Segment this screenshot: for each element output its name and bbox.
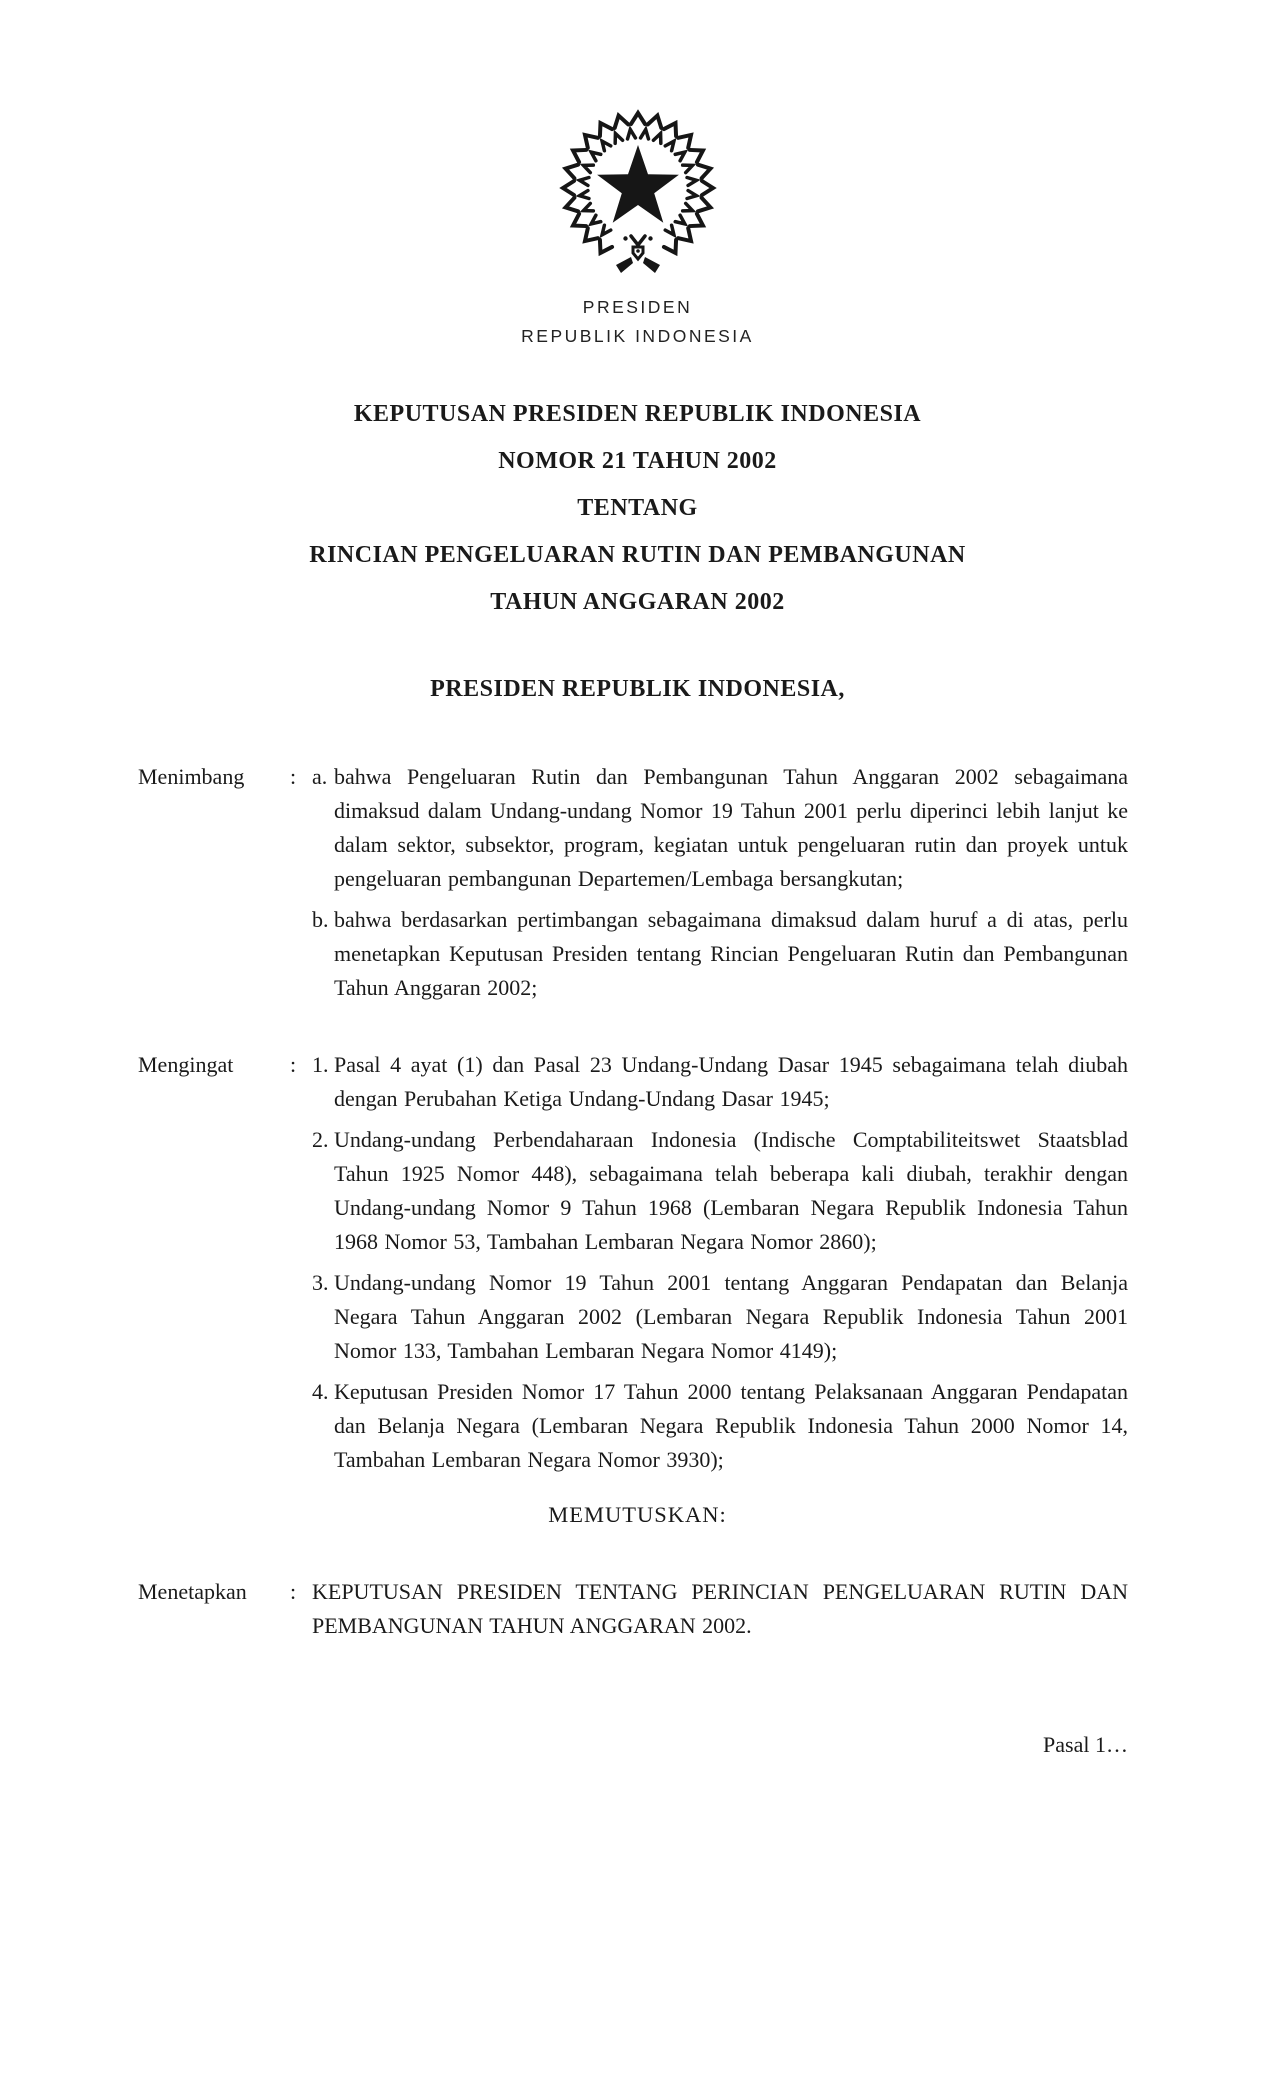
considering-colon: :: [290, 764, 297, 789]
decree-title-line-1: KEPUTUSAN PRESIDEN REPUBLIK INDONESIA: [353, 401, 922, 427]
item-text: Pasal 4 ayat (1) dan Pasal 23 Undang-Undang Dasar 1945 sebagaimana telah diubah dengan Perubahan Ketiga Undang-Undang Dasar 1945;: [334, 1052, 1128, 1111]
org-name-line-2: REPUBLIK INDONESIA: [521, 326, 754, 346]
decree-title-line-3: TENTANG: [577, 495, 698, 521]
letterhead: [0, 0, 1275, 351]
decision-colon: :: [290, 1579, 297, 1604]
recalling-label: Mengingat: [138, 1052, 234, 1077]
recalling-items: [312, 1048, 1128, 1477]
decision-label: Menetapkan: [138, 1579, 247, 1604]
list-item: [312, 1375, 1128, 1477]
recalling-section: [0, 1048, 1275, 1477]
preamble-heading: PRESIDEN REPUBLIK INDONESIA,: [430, 676, 845, 702]
list-item: [312, 1266, 1128, 1368]
item-text: Undang-undang Perbendaharaan Indonesia (Indische Comptabiliteitswet Staatsblad Tahun 1925 Nomor 448), sebagaimana telah beberapa kali diubah, terakhir dengan Undang-undang Nomor 9 Tahun 1968 (Lembaran Negara Republik Indonesia Tahun 1968 Nomor 53, Tambahan Lembaran Negara Nomor 2860);: [334, 1127, 1128, 1254]
decree-title: [0, 391, 1275, 626]
star-icon: [597, 145, 679, 223]
page-continuation: Pasal 1…: [1043, 1732, 1128, 1757]
considering-items: [312, 760, 1128, 1005]
item-marker: 2.: [312, 1127, 329, 1152]
decree-title-line-5: TAHUN ANGGARAN 2002: [490, 589, 785, 615]
ribbon-icon: [616, 236, 660, 273]
item-text: Keputusan Presiden Nomor 17 Tahun 2000 tentang Pelaksanaan Anggaran Pendapatan dan Belanja Negara (Lembaran Negara Republik Indonesia Tahun 2000 Nomor 14, Tambahan Lembaran Negara Nomor 3930);: [334, 1379, 1128, 1472]
item-text: Undang-undang Nomor 19 Tahun 2001 tentang Anggaran Pendapatan dan Belanja Negara Tahun Anggaran 2002 (Lembaran Negara Republik Indonesia Tahun 2001 Nomor 133, Tambahan Lembaran Negara Nomor 4149);: [334, 1270, 1128, 1363]
decision-heading: MEMUTUSKAN:: [548, 1502, 727, 1527]
item-marker: b.: [312, 907, 329, 932]
list-item: [312, 760, 1128, 896]
decision-section: [0, 1575, 1275, 1643]
list-item: [312, 1048, 1128, 1116]
considering-label: Menimbang: [138, 764, 245, 789]
decision-text: KEPUTUSAN PRESIDEN TENTANG PERINCIAN PENGELUARAN RUTIN DAN PEMBANGUNAN TAHUN ANGGARAN 2002.: [312, 1579, 1128, 1638]
decree-title-line-2: NOMOR 21 TAHUN 2002: [498, 448, 777, 474]
item-marker: 4.: [312, 1379, 329, 1404]
item-text: bahwa Pengeluaran Rutin dan Pembangunan Tahun Anggaran 2002 sebagaimana dimaksud dalam Undang-undang Nomor 19 Tahun 2001 perlu diperinci lebih lanjut ke dalam sektor, subsektor, program, kegiatan untuk pengeluaran rutin dan proyek untuk pengeluaran pembangunan Departemen/Lembaga bersangkutan;: [334, 764, 1128, 891]
decree-title-line-4: RINCIAN PENGELUARAN RUTIN DAN PEMBANGUNAN: [309, 542, 966, 568]
list-item: [312, 903, 1128, 1005]
item-marker: 1.: [312, 1052, 329, 1077]
recalling-colon: :: [290, 1052, 297, 1077]
item-marker: a.: [312, 764, 328, 789]
org-name: [0, 293, 1275, 351]
org-name-line-1: PRESIDEN: [582, 297, 693, 317]
item-marker: 3.: [312, 1270, 329, 1295]
item-text: bahwa berdasarkan pertimbangan sebagaimana dimaksud dalam huruf a di atas, perlu menetapkan Keputusan Presiden tentang Rincian Pengeluaran Rutin dan Pembangunan Tahun Anggaran 2002;: [334, 907, 1128, 1000]
considering-section: [0, 760, 1275, 1005]
presidential-seal-emblem: [553, 103, 723, 273]
list-item: [312, 1123, 1128, 1259]
